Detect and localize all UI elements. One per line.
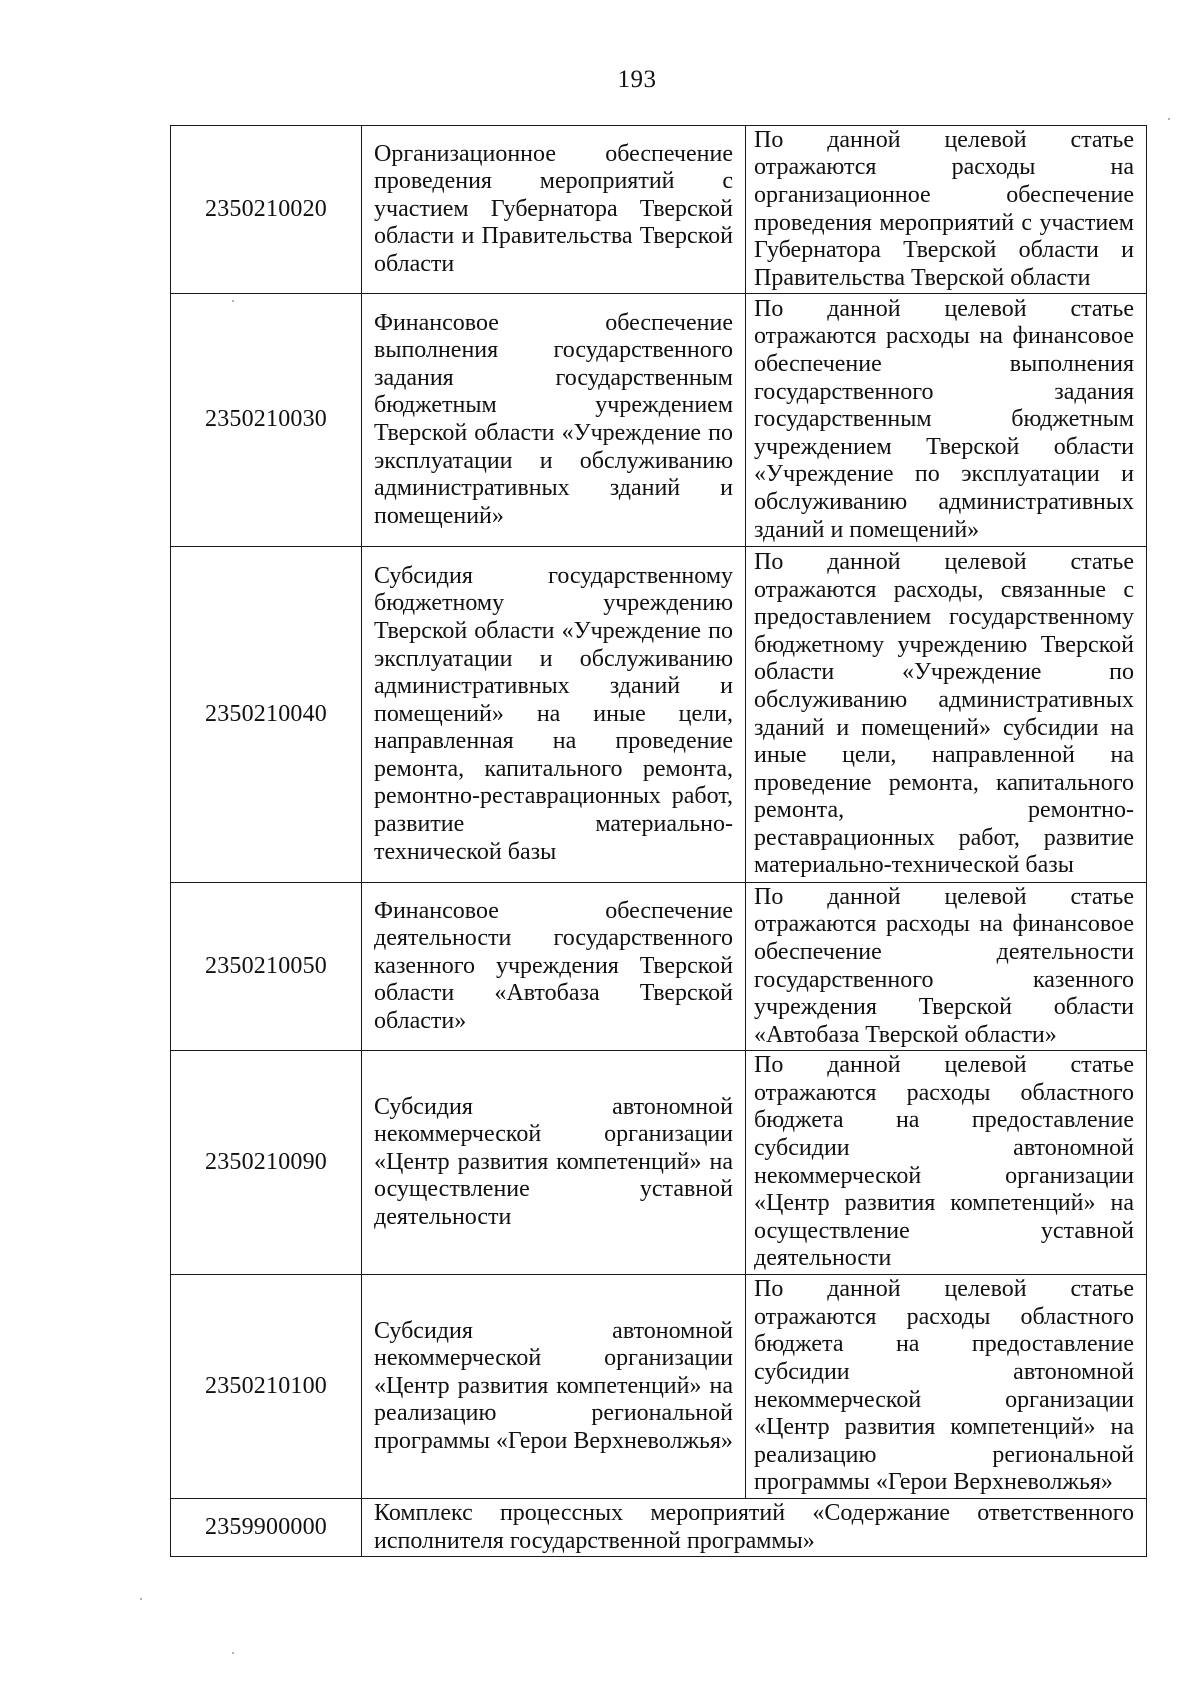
target-article-description: По данной целевой статье отражаются расходы областного бюджета на предоставление субсидии автономной некоммерческой организации «Центр развития компетенций» на реализацию региональной программы «Герои Верхневолжья» — [746, 1275, 1147, 1499]
table-row — [171, 547, 1147, 883]
scan-speck — [1168, 118, 1170, 120]
target-article-name: Финансовое обеспечение деятельности государственного казенного учреждения Тверской области «Автобаза Тверской области» — [362, 883, 746, 1051]
target-article-name: Комплекс процессных мероприятий «Содержание ответственного исполнителя государственной программы» — [362, 1499, 1147, 1557]
target-article-name: Субсидия автономной некоммерческой организации «Центр развития компетенций» на реализацию региональной программы «Герои Верхневолжья» — [362, 1275, 746, 1499]
target-article-code: 2350210030 — [171, 294, 362, 547]
target-article-code: 2350210020 — [171, 126, 362, 294]
target-article-description: По данной целевой статье отражаются расходы областного бюджета на предоставление субсидии автономной некоммерческой организации «Центр развития компетенций» на осуществление уставной деятельности — [746, 1051, 1147, 1275]
table-row — [171, 883, 1147, 1051]
table-row — [171, 1051, 1147, 1275]
target-article-name: Финансовое обеспечение выполнения государственного задания государственным бюджетным учреждением Тверской области «Учреждение по эксплуатации и обслуживанию административных зданий и помещений» — [362, 294, 746, 547]
target-article-description: По данной целевой статье отражаются расходы на финансовое обеспечение выполнения государственного задания государственным бюджетным учреждением Тверской области «Учреждение по эксплуатации и обслуживанию административных зданий и помещений» — [746, 294, 1147, 547]
target-article-code: 2350210100 — [171, 1275, 362, 1499]
budget-codes-table — [170, 125, 1147, 1557]
table-row — [171, 1275, 1147, 1499]
target-article-code: 2350210040 — [171, 547, 362, 883]
target-article-description: По данной целевой статье отражаются расходы на организационное обеспечение проведения мероприятий с участием Губернатора Тверской области и Правительства Тверской области — [746, 126, 1147, 294]
target-article-name: Субсидия автономной некоммерческой организации «Центр развития компетенций» на осуществление уставной деятельности — [362, 1051, 746, 1275]
target-article-code: 2359900000 — [171, 1499, 362, 1557]
target-article-description: По данной целевой статье отражаются расходы на финансовое обеспечение деятельности государственного казенного учреждения Тверской области «Автобаза Тверской области» — [746, 883, 1147, 1051]
target-article-code: 2350210090 — [171, 1051, 362, 1275]
table-row — [171, 126, 1147, 294]
target-article-description: По данной целевой статье отражаются расходы, связанные с предоставлением государственному бюджетному учреждению Тверской области «Учреждение по обслуживанию административных зданий и помещений» субсидии на иные цели, направленной на проведение ремонта, капитального ремонта, ремонтно-реставрационных работ, развитие материально-технической базы — [746, 547, 1147, 883]
scan-speck — [232, 1652, 234, 1654]
target-article-name: Организационное обеспечение проведения мероприятий с участием Губернатора Тверской области и Правительства Тверской области — [362, 126, 746, 294]
table-row — [171, 294, 1147, 547]
scan-speck — [140, 1598, 142, 1600]
page-number: 193 — [617, 66, 657, 93]
table-row-program-complex — [171, 1499, 1147, 1557]
scan-speck — [232, 300, 234, 302]
target-article-name: Субсидия государственному бюджетному учреждению Тверской области «Учреждение по эксплуатации и обслуживанию административных зданий и помещений» на иные цели, направленная на проведение ремонта, капитального ремонта, ремонтно-реставрационных работ, развитие материально-технической базы — [362, 547, 746, 883]
target-article-code: 2350210050 — [171, 883, 362, 1051]
